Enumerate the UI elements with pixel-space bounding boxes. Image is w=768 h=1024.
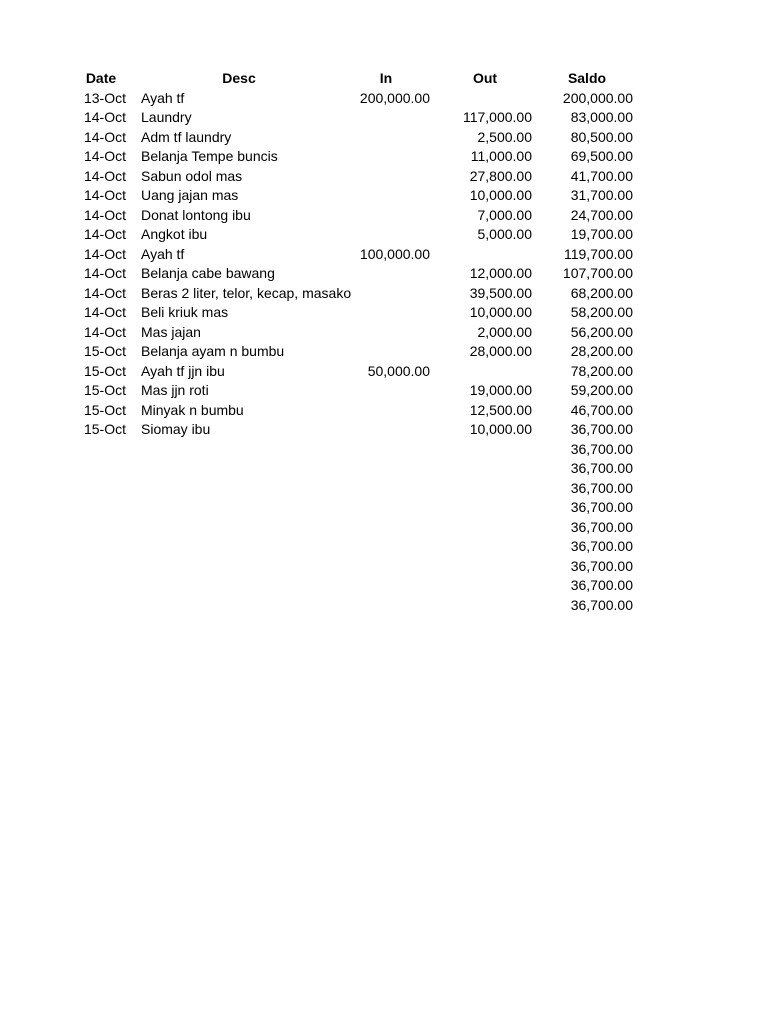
cell-out: 27,800.00 bbox=[469, 167, 532, 184]
cell-desc: Adm tf laundry bbox=[141, 128, 232, 145]
cell-desc: Uang jajan mas bbox=[141, 187, 239, 203]
table-row bbox=[0, 245, 768, 265]
cell-saldo: 59,200.00 bbox=[570, 382, 633, 398]
table-row bbox=[0, 362, 768, 382]
cell-date: 15-Oct bbox=[83, 421, 126, 437]
cell-desc: Donat lontong ibu bbox=[141, 206, 251, 223]
table-header-row bbox=[0, 69, 768, 89]
cell-saldo: 36,700.00 bbox=[570, 577, 633, 593]
cell-saldo: 46,700.00 bbox=[570, 401, 633, 418]
cell-out: 10,000.00 bbox=[469, 187, 532, 203]
table-row bbox=[0, 498, 768, 518]
table-row bbox=[0, 518, 768, 538]
cell-date: 14-Oct bbox=[83, 167, 126, 184]
table-row bbox=[0, 381, 768, 401]
cell-out: 2,000.00 bbox=[477, 323, 532, 340]
cell-out: 39,500.00 bbox=[469, 284, 532, 301]
cell-saldo: 36,700.00 bbox=[570, 440, 633, 457]
header-out: Out bbox=[472, 70, 498, 86]
table-row bbox=[0, 323, 768, 343]
cell-out: 11,000.00 bbox=[470, 148, 532, 164]
cell-out: 2,500.00 bbox=[477, 128, 532, 145]
cell-out: 7,000.00 bbox=[477, 206, 532, 223]
cell-date: 15-Oct bbox=[83, 343, 126, 359]
cell-date: 14-Oct bbox=[83, 304, 126, 320]
header-desc: Desc bbox=[222, 70, 256, 86]
cell-date: 14-Oct bbox=[83, 226, 126, 242]
cell-desc: Beras 2 liter, telor, kecap, masako bbox=[141, 284, 352, 301]
cell-saldo: 36,700.00 bbox=[570, 557, 633, 574]
cell-desc: Ayah tf bbox=[141, 245, 185, 262]
table-row bbox=[0, 557, 768, 577]
table-row bbox=[0, 596, 768, 616]
cell-desc: Sabun odol mas bbox=[141, 167, 243, 184]
cell-saldo: 58,200.00 bbox=[570, 304, 633, 320]
table-row bbox=[0, 128, 768, 148]
cell-desc: Laundry bbox=[141, 109, 192, 125]
header-saldo: Saldo bbox=[567, 70, 607, 86]
cell-date: 14-Oct bbox=[83, 109, 126, 125]
table-row bbox=[0, 284, 768, 304]
cell-saldo: 19,700.00 bbox=[570, 226, 633, 242]
cell-in: 100,000.00 bbox=[359, 245, 430, 262]
cell-saldo: 36,700.00 bbox=[570, 518, 633, 535]
cell-date: 14-Oct bbox=[83, 187, 126, 203]
cell-saldo: 107,700.00 bbox=[562, 265, 633, 281]
cell-saldo: 28,200.00 bbox=[570, 343, 633, 359]
table-row bbox=[0, 342, 768, 362]
cell-saldo: 31,700.00 bbox=[570, 187, 633, 203]
cell-date: 14-Oct bbox=[83, 206, 126, 223]
cell-out: 5,000.00 bbox=[477, 226, 532, 242]
cell-saldo: 119,700.00 bbox=[563, 245, 633, 262]
cell-desc: Mas jajan bbox=[141, 323, 201, 340]
cell-desc: Belanja ayam n bumbu bbox=[141, 343, 285, 359]
cell-out: 117,000.00 bbox=[462, 109, 532, 125]
cell-date: 14-Oct bbox=[83, 265, 126, 281]
table-row bbox=[0, 440, 768, 460]
cell-date: 14-Oct bbox=[83, 148, 126, 164]
table-row bbox=[0, 225, 768, 245]
cell-desc: Ayah tf bbox=[141, 89, 185, 106]
cell-saldo: 69,500.00 bbox=[570, 148, 633, 164]
cell-saldo: 41,700.00 bbox=[570, 167, 633, 184]
cell-saldo: 36,700.00 bbox=[570, 421, 633, 437]
cell-saldo: 36,700.00 bbox=[570, 460, 633, 476]
cell-out: 10,000.00 bbox=[469, 421, 532, 437]
table-row bbox=[0, 401, 768, 421]
table-row bbox=[0, 479, 768, 499]
ledger-table bbox=[0, 69, 768, 615]
table-body bbox=[0, 89, 768, 616]
cell-desc: Angkot ibu bbox=[141, 226, 208, 242]
cell-desc: Beli kriuk mas bbox=[141, 304, 229, 320]
cell-date: 14-Oct bbox=[83, 284, 126, 301]
table-row bbox=[0, 147, 768, 167]
cell-out: 12,000.00 bbox=[469, 265, 532, 281]
cell-saldo: 36,700.00 bbox=[570, 479, 633, 496]
cell-saldo: 83,000.00 bbox=[570, 109, 633, 125]
table-row bbox=[0, 167, 768, 187]
cell-desc: Belanja cabe bawang bbox=[141, 265, 275, 281]
cell-out: 10,000.00 bbox=[469, 304, 532, 320]
header-in: In bbox=[379, 70, 393, 86]
table-row bbox=[0, 206, 768, 226]
cell-saldo: 68,200.00 bbox=[570, 284, 633, 301]
cell-date: 14-Oct bbox=[83, 323, 126, 340]
table-row bbox=[0, 576, 768, 596]
cell-out: 19,000.00 bbox=[469, 382, 532, 398]
table-row bbox=[0, 89, 768, 109]
header-date: Date bbox=[85, 70, 117, 86]
cell-desc: Ayah tf jjn ibu bbox=[141, 362, 225, 379]
cell-out: 12,500.00 bbox=[469, 401, 532, 418]
table-row bbox=[0, 303, 768, 323]
cell-date: 15-Oct bbox=[83, 362, 126, 379]
cell-date: 15-Oct bbox=[83, 382, 126, 398]
cell-desc: Belanja Tempe buncis bbox=[141, 148, 278, 164]
table-row bbox=[0, 420, 768, 440]
table-row bbox=[0, 108, 768, 128]
cell-saldo: 78,200.00 bbox=[570, 362, 633, 379]
cell-in: 200,000.00 bbox=[359, 89, 430, 106]
cell-desc: Siomay ibu bbox=[141, 421, 211, 437]
cell-desc: Minyak n bumbu bbox=[141, 401, 244, 418]
cell-saldo: 80,500.00 bbox=[570, 128, 633, 145]
cell-desc: Mas jjn roti bbox=[141, 382, 209, 398]
cell-saldo: 36,700.00 bbox=[570, 499, 633, 515]
cell-saldo: 36,700.00 bbox=[570, 538, 633, 554]
cell-out: 28,000.00 bbox=[469, 343, 532, 359]
cell-saldo: 36,700.00 bbox=[570, 596, 633, 613]
cell-in: 50,000.00 bbox=[367, 362, 430, 379]
table-row bbox=[0, 186, 768, 206]
cell-date: 14-Oct bbox=[83, 245, 126, 262]
cell-saldo: 24,700.00 bbox=[570, 206, 633, 223]
cell-date: 13-Oct bbox=[83, 89, 126, 106]
cell-saldo: 56,200.00 bbox=[570, 323, 633, 340]
cell-date: 14-Oct bbox=[83, 128, 126, 145]
cell-saldo: 200,000.00 bbox=[562, 89, 633, 106]
table-row bbox=[0, 537, 768, 557]
table-row bbox=[0, 459, 768, 479]
table-row bbox=[0, 264, 768, 284]
cell-date: 15-Oct bbox=[83, 401, 126, 418]
